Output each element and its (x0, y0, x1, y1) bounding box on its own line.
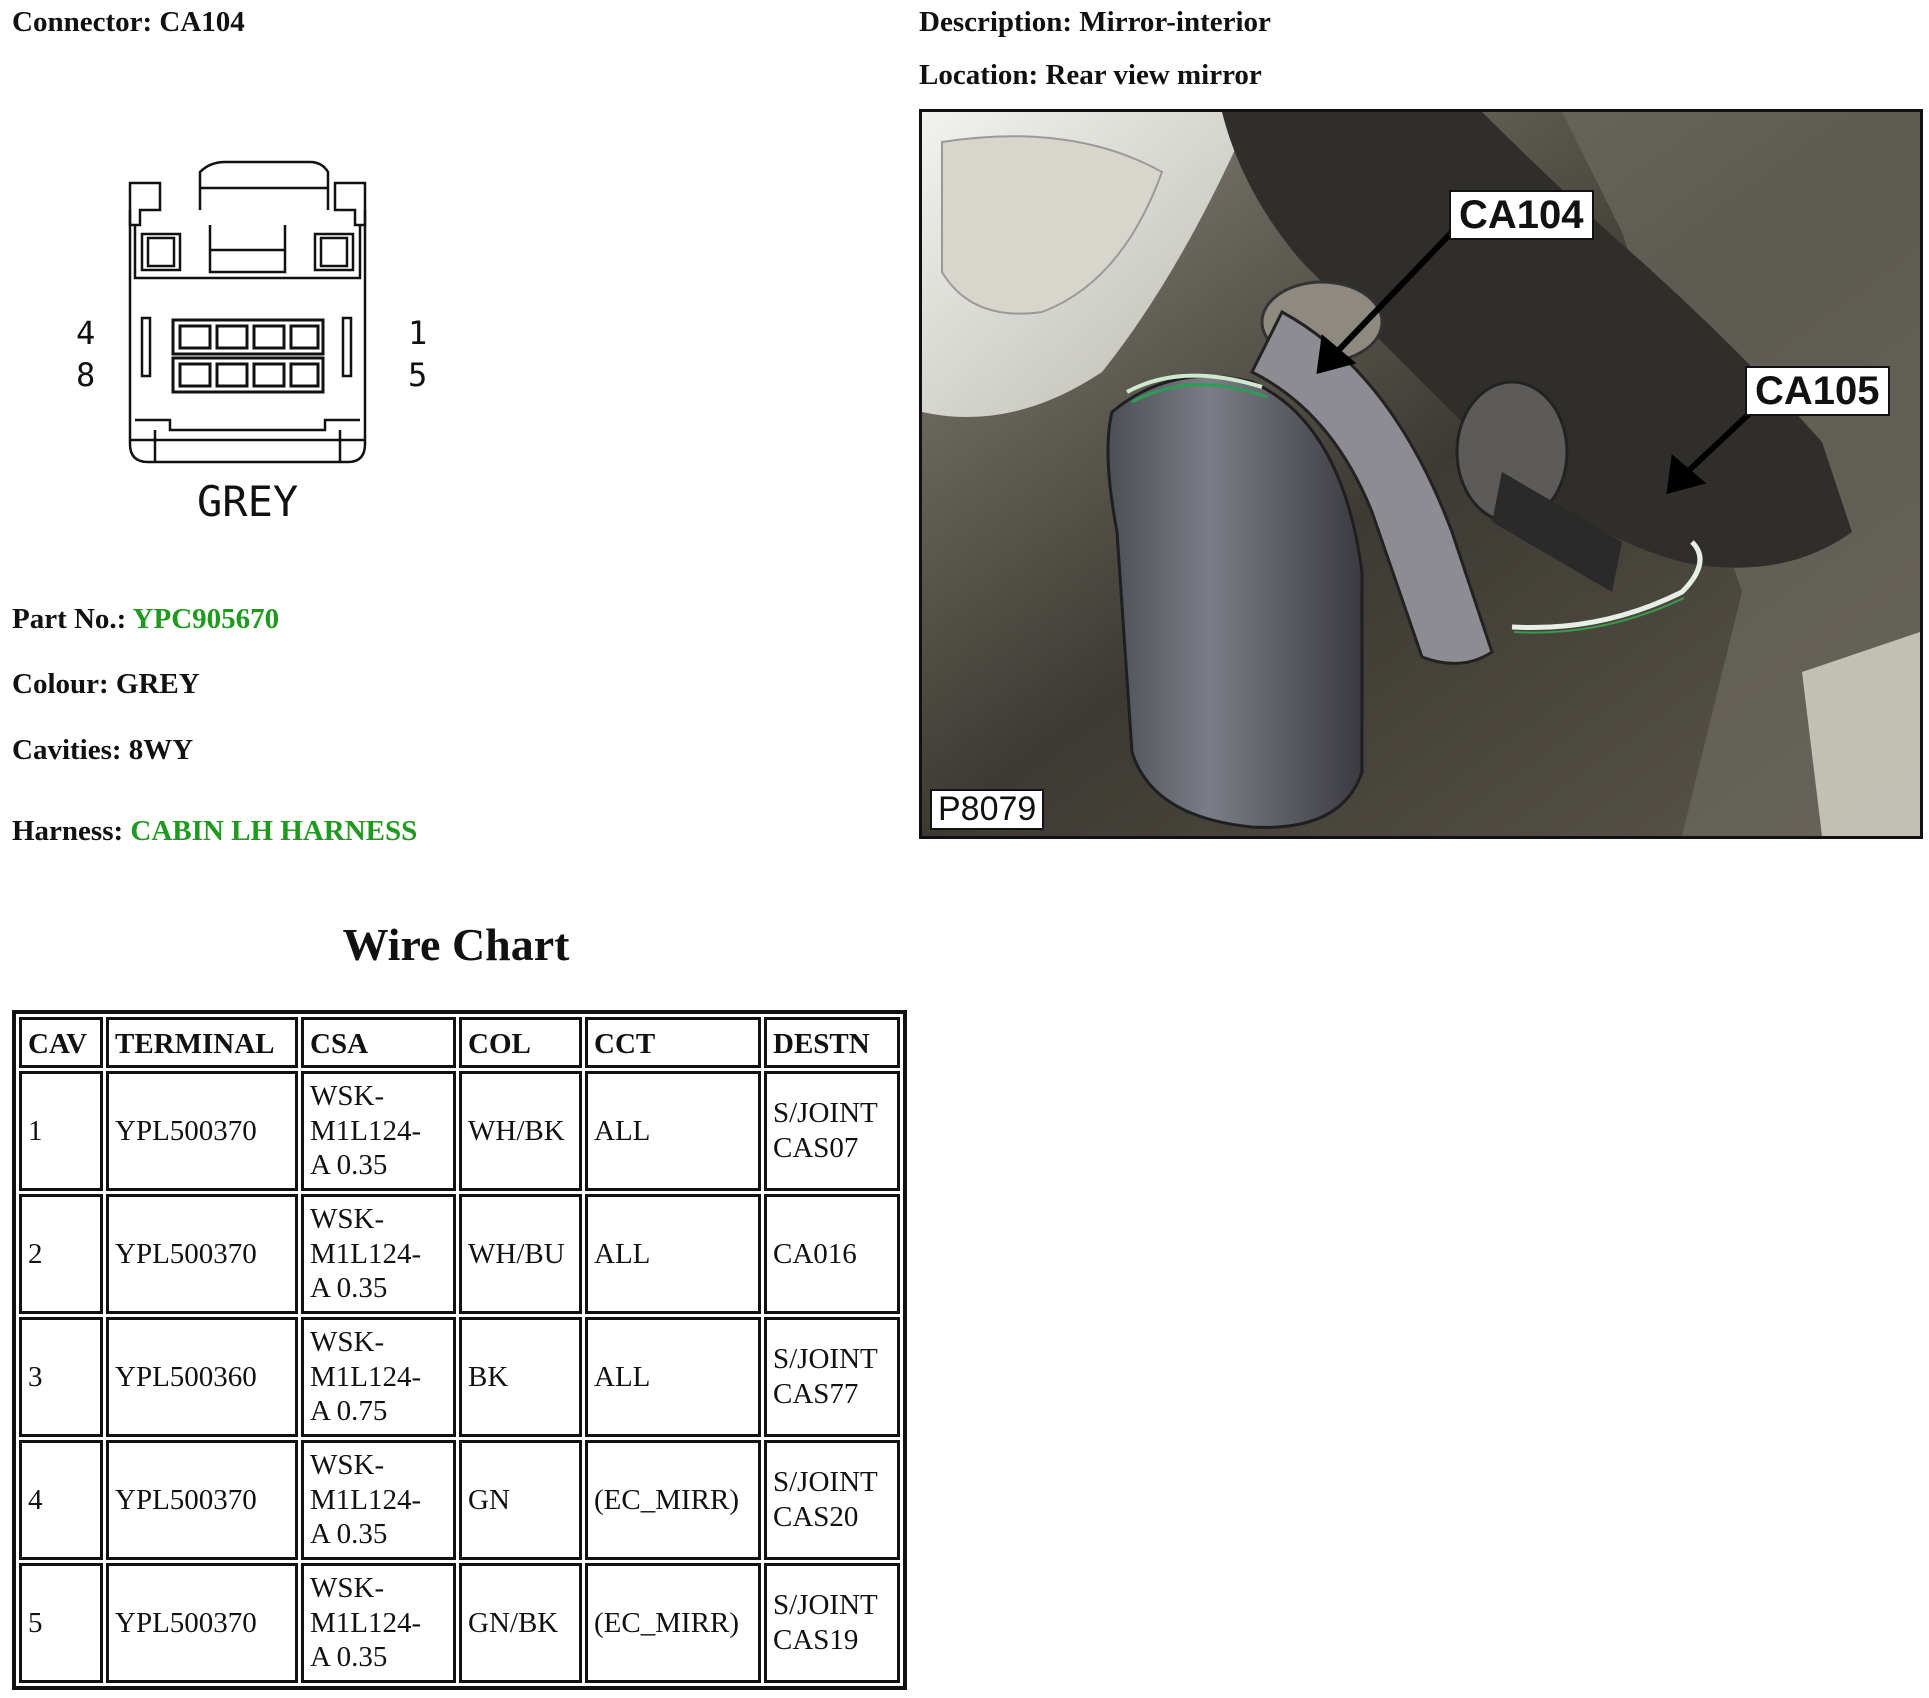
cell-cct: (EC_MIRR) (585, 1563, 761, 1683)
connector-colour-label: GREY (197, 477, 299, 526)
description-field (919, 8, 1271, 37)
cell-cct: (EC_MIRR) (585, 1440, 761, 1560)
header-csa: CSA (301, 1017, 456, 1068)
callout-ca105: CA105 (1745, 366, 1890, 416)
header-col: COL (459, 1017, 582, 1068)
description-value: Mirror-interior (1079, 6, 1271, 38)
cell-cav: 4 (19, 1440, 103, 1560)
cell-csa: WSK- M1L124- A 0.35 (301, 1194, 456, 1314)
cell-cav: 5 (19, 1563, 103, 1683)
cell-terminal: YPL500370 (106, 1071, 298, 1191)
cell-csa: WSK- M1L124- A 0.35 (301, 1071, 456, 1191)
connector-field (12, 8, 245, 37)
wire-chart-table (12, 1010, 907, 1690)
cell-terminal: YPL500370 (106, 1440, 298, 1560)
cell-col: WH/BU (459, 1194, 582, 1314)
cell-destn: S/JOINT CAS20 (764, 1440, 900, 1560)
connector-diagram (60, 150, 460, 540)
cell-col: GN (459, 1440, 582, 1560)
mirror-photo-drawing (922, 112, 1920, 836)
cell-csa: WSK- M1L124- A 0.35 (301, 1563, 456, 1683)
table-header-row (19, 1017, 900, 1068)
connector-body (130, 183, 160, 225)
colour-value: GREY (115, 668, 200, 700)
cell-csa: WSK- M1L124- A 0.75 (301, 1317, 456, 1437)
pin-label-4: 4 (76, 314, 96, 352)
connector-label: Connector: (12, 6, 153, 38)
connector-latch (200, 162, 328, 210)
part-no-label: Part No.: (12, 603, 127, 635)
connector-value: CA104 (159, 6, 245, 38)
cell-terminal: YPL500370 (106, 1194, 298, 1314)
cavities-label: Cavities: (12, 734, 122, 766)
cell-cav: 3 (19, 1317, 103, 1437)
pin-label-5: 5 (408, 356, 428, 394)
cavities-value: 8WY (128, 734, 194, 766)
cell-cct: ALL (585, 1317, 761, 1437)
harness-label: Harness: (12, 815, 124, 847)
location-photo (919, 109, 1923, 839)
cell-terminal: YPL500360 (106, 1317, 298, 1437)
cell-col: WH/BK (459, 1071, 582, 1191)
table-row (19, 1194, 900, 1314)
location-value: Rear view mirror (1045, 59, 1262, 91)
description-label: Description: (919, 6, 1073, 38)
table-row (19, 1317, 900, 1437)
header-terminal: TERMINAL (106, 1017, 298, 1068)
cell-destn: S/JOINT CAS77 (764, 1317, 900, 1437)
table-row (19, 1440, 900, 1560)
cell-col: BK (459, 1317, 582, 1437)
cell-destn: CA016 (764, 1194, 900, 1314)
wire-chart-title: Wire Chart (342, 919, 570, 970)
cell-cav: 2 (19, 1194, 103, 1314)
callout-ca104: CA104 (1449, 190, 1594, 240)
cell-csa: WSK- M1L124- A 0.35 (301, 1440, 456, 1560)
colour-field (12, 670, 200, 699)
table-row (19, 1563, 900, 1683)
header-cct: CCT (585, 1017, 761, 1068)
table-row (19, 1071, 900, 1191)
cavity-grid (173, 320, 323, 392)
photo-id: P8079 (930, 789, 1044, 830)
cell-terminal: YPL500370 (106, 1563, 298, 1683)
pin-label-1: 1 (408, 314, 428, 352)
location-label: Location: (919, 59, 1039, 91)
harness-link[interactable]: CABIN LH HARNESS (130, 815, 418, 847)
cell-col: GN/BK (459, 1563, 582, 1683)
part-no-field (12, 605, 279, 634)
cavities-field (12, 736, 193, 765)
cell-cct: ALL (585, 1071, 761, 1191)
cell-cav: 1 (19, 1071, 103, 1191)
pin-label-8: 8 (76, 356, 96, 394)
part-no-link[interactable]: YPC905670 (132, 603, 280, 635)
cell-destn: S/JOINT CAS07 (764, 1071, 900, 1191)
header-cav: CAV (19, 1017, 103, 1068)
cell-destn: S/JOINT CAS19 (764, 1563, 900, 1683)
cell-cct: ALL (585, 1194, 761, 1314)
header-destn: DESTN (764, 1017, 900, 1068)
harness-field (12, 817, 417, 846)
colour-label: Colour: (12, 668, 109, 700)
location-field (919, 61, 1262, 90)
